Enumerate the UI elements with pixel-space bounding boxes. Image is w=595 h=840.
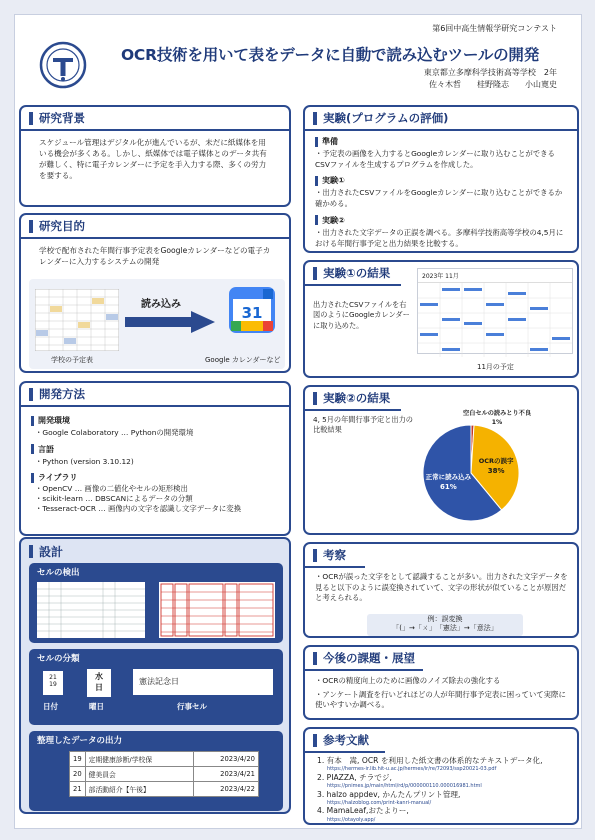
output-cell-date: 2023/4/21 [194,767,259,782]
discussion-text: ・OCRが誤った文字をとして認識することが多い。出力された文字データを見ると以下のように誤変換されていて、文字の形状が似ていることが原因だと考えられる。 [315,572,568,603]
day-cell [43,671,63,695]
contest-name: 第6回中高生情報学研究コンテスト [432,24,557,33]
output-table [69,751,259,797]
output-cell-event: 定期健康診断/学校保 [85,752,194,767]
reference-url[interactable]: https://otayoly.app/ [327,816,376,823]
arrow-label: 読み込み [141,299,181,310]
example-title: 例：誤変換 [427,615,463,623]
experiment-section [303,105,579,253]
future-line-2: ・アンケート調査を行いどれほどの人が年間行事予定表に困っていて実際に使いやすいか調べる。 [315,689,566,710]
weekday-value: 日 [95,683,103,692]
cell-detect-panel [29,563,283,643]
weekday-label: 曜日 [89,702,104,711]
weekday-cell [87,669,111,697]
exp2-subheading: 実験② [305,210,577,226]
purpose-text: 学校で配布された年間行事予定表をGoogleカレンダーなどの電子カレンダーに入力するシステムの開発 [39,246,271,266]
prep-text: ・予定表の画像を入力するとGoogleカレンダーに取り込むことができるCSVファイルを生成するプログラムを作成した。 [315,149,555,169]
school-name: 東京都立多摩科学技術高等学校 2年 [423,68,557,77]
lang-subheading: 言語 [21,439,289,455]
day-value: 19 [49,681,57,688]
reference-url[interactable]: https://hermes-ir.lib.hit-u.ac.jp/hermes/ir/re/72093/ssp20021-03.pdf [327,766,497,773]
calendar-grid [418,283,572,357]
output-cell-no: 21 [70,782,86,797]
prep-subheading: 準備 [305,131,577,147]
output-row [70,782,259,797]
gcal-caption: Google カレンダーなど [205,356,281,364]
poster [14,14,582,829]
background-section [19,105,291,207]
experiment-heading: 実験(プログラムの評価) [305,107,577,131]
event-sample-text: 憲法記念日 [139,677,179,686]
result1-section [303,260,579,378]
calendar-month: 2023年 11月 [418,269,572,283]
day-label: 日付 [43,702,58,711]
school-logo [39,41,87,89]
purpose-heading: 研究目的 [21,215,289,239]
event-cell [133,669,273,695]
calendar-screenshot [417,268,573,354]
pie-chart [393,407,563,531]
result1-heading: 実験①の結果 [305,262,401,286]
references-section [303,727,579,825]
discussion-heading: 考察 [305,544,365,568]
pie-label: OCRの誤字 [478,456,514,465]
cell-classify-heading: セルの分類 [37,654,80,664]
discussion-section [303,542,579,638]
output-cell-date: 2023/4/20 [194,752,259,767]
methods-section [19,381,291,536]
weekday-value: 水 [95,672,103,681]
right-arrow-icon [125,311,215,333]
purpose-illustration [29,279,285,369]
output-panel [29,731,283,811]
pie-label: 38% [487,466,505,475]
pie-label: 正常に読み込み [425,473,472,482]
gcal-number: 31 [241,304,263,322]
output-row [70,752,259,767]
methods-heading: 開発方法 [21,383,289,407]
output-heading: 整理したデータの出力 [37,736,123,746]
cell-detect-heading: セルの検出 [37,568,80,578]
pie-label: 空白セルの読みとり不良 [462,410,532,417]
poster-title: OCR技術を用いて表をデータに自動で読み込むツールの開発 [120,46,540,64]
school-schedule-caption: 学校の予定表 [51,356,93,364]
output-cell-no: 19 [70,752,86,767]
exp1-text: ・出力されたCSVファイルをGoogleカレンダーに取り込むことができるか確かめる。 [315,188,563,209]
google-calendar-icon [229,287,275,333]
future-heading: 今後の課題・展望 [305,647,423,671]
calendar-caption: 11月の予定 [477,363,514,371]
future-section [303,645,579,720]
exp2-text: ・出力された文字データの正誤を調べる。多摩科学技術高等学校の4,5月における年間行事予定と出力結果を比較する。 [315,227,564,248]
lib-line: ・OpenCV … 画像の二値化やセルの矩形検出 [35,484,188,494]
day-value: 21 [49,674,57,681]
result2-section [303,385,579,535]
lib-line: ・Tesseract-OCR … 画像内の文字を認識し文字データに変換 [35,503,242,513]
cell-classify-panel [29,649,283,725]
reference-item: 4. MamaLeaf,おたよりー, [317,806,409,816]
reference-url[interactable]: https://halzoblog.com/print-kanri-manual/ [327,799,432,806]
reference-item: 3. halzo appdev, かんたんプリント管理, [317,789,461,799]
schedule-sheet-image [35,289,119,351]
output-cell-event: 部活動紹介【午後】 [85,782,194,797]
cell-detect-image [37,582,275,638]
design-section [19,537,291,814]
lang-line: ・Python (version 3.10.12) [35,456,134,466]
author-names: 佐々木哲 桂野隆志 小山寛史 [429,80,557,89]
exp1-subheading: 実験① [305,170,577,186]
chart-title: 4, 5月の年間行事予定と出力の比較結果 [313,415,413,435]
example-line: 「(」→「ㄨ」 「憲法」→「意法」 [392,624,498,633]
background-text: スケジュール管理はデジタル化が進んでいるが、未だに紙媒体を用いる機会が多くある。しかし、紙媒体では電子媒体とのデータ共有が難しく、特に電子カレンダーに予定を手入力する際、多くの労力を要する。 [39,138,267,180]
purpose-section [19,213,291,373]
pie-label: 61% [440,483,457,492]
output-cell-no: 20 [70,767,86,782]
row-cell-label: 行事セル [177,702,207,711]
lib-subheading: ライブラリ [21,467,289,483]
references-heading: 参考文献 [305,729,385,753]
reference-item: 1. 有本 嵩, OCR を利用した紙文書の体系的なテキストデータ化, [317,756,543,765]
pie-label: 1% [491,419,503,426]
output-cell-event: 健美員会 [85,767,194,782]
result2-heading: 実験②の結果 [305,387,401,411]
example-box [367,614,523,636]
lib-line: ・scikit-learn … DBSCANによるデータの分類 [35,494,193,504]
output-cell-date: 2023/4/22 [194,782,259,797]
env-subheading: 開発環境 [21,407,289,426]
future-line-1: ・OCRの精度向上のために画像のノイズ除去の強化する [315,676,501,685]
design-heading: 設計 [21,539,289,564]
result1-text: 出力されたCSVファイルを右図のようにGoogleカレンダーに取り込めた。 [313,300,410,330]
reference-url[interactable]: https://pnimes.jp/main/html/rd/p/000000110.000016981.html [327,783,482,789]
background-heading: 研究背景 [21,107,289,131]
reference-item: 2. PIAZZA, チラでジ, [317,772,392,782]
reference-list [305,753,577,823]
output-row [70,767,259,782]
env-line: ・Google Colaboratory … Pythonの開発環境 [35,428,194,437]
